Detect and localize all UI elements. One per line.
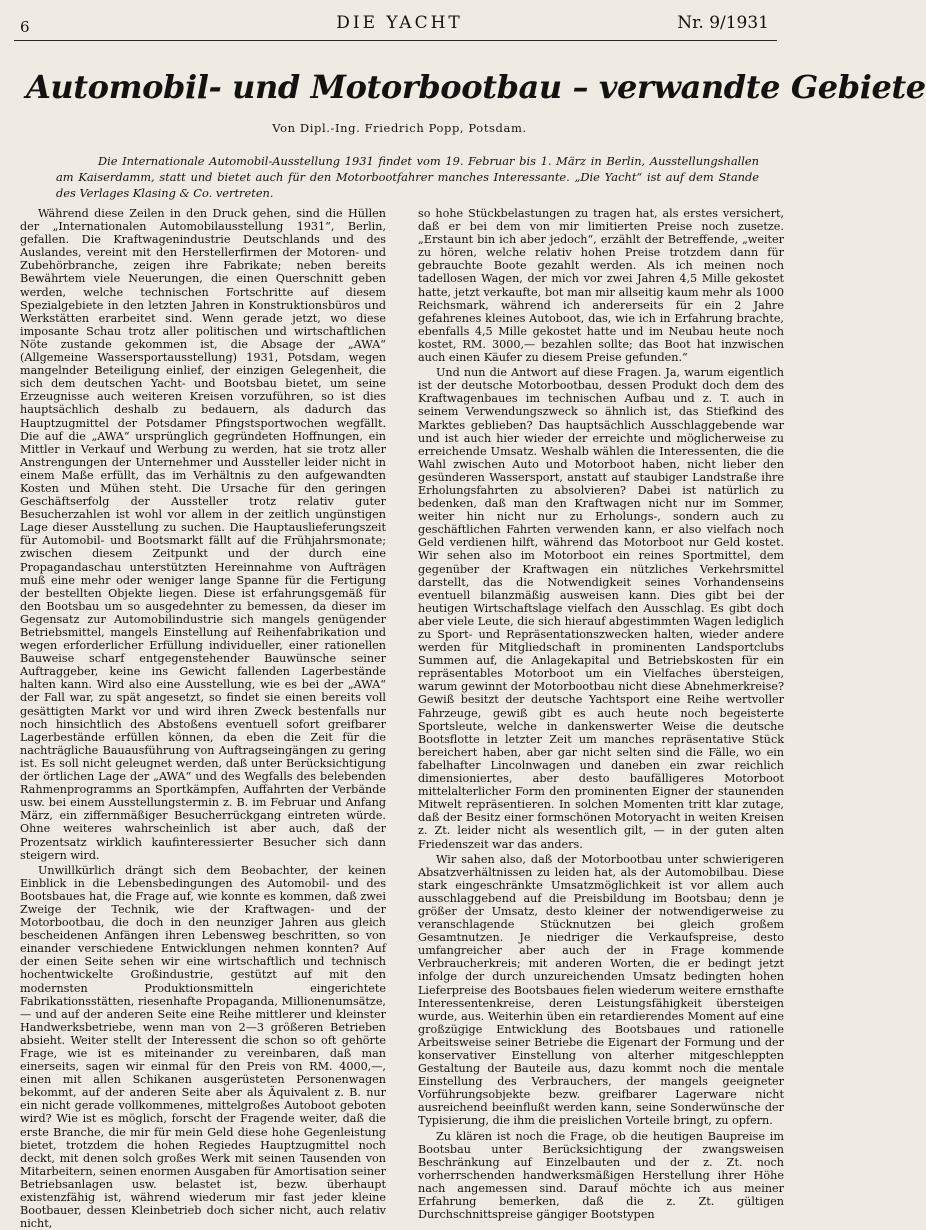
article-intro: Die Internationale Automobil-Ausstellung 1931 findet vom 19. Februar bis 1. März in Berlin, Ausstellungshallen am Kaiserdamm, statt und bietet auch für den Motorbootfahrer manches Interessante. „Die Yacht“ ist auf dem Stande des Verlages Klasing & Co. vertreten. [56,154,759,200]
paragraph: Wir sahen also, daß der Motorbootbau unter schwierigeren Absatzverhältnissen zu leiden hat, als der Automobilbau. Diese stark eingeschränkte Umsatzmöglichkeit ist vor allem auch ausschlaggebend auf die Preisbildung im Bootsbau; denn je größer der Umsatz, desto kleiner der notwendigerweise zu veranschlagende Stücknutzen bei gleich großem Gesamtnutzen. Je niedriger die Verkaufspreise, desto umfangreicher aber auch der in Frage kommende Verbraucherkreis; mit anderen Worten, die er bedingt jetzt infolge der durch unzureichenden Umsatz bedingten hohen Lieferpreise des Bootsbaues fielen wiederum weitere ernsthafte Interessentenkreise, deren Leistungsfähigkeit übersteigen wurde, aus. Weiterhin üben ein retardierendes Moment auf eine großzügige Entwicklung des Bootsbaues und rationelle Arbeitsweise seiner Betriebe die Eigenart der Formung und der konservativer Einstellung von alterher mitgeschleppten Gestaltung der Bauteile aus, dazu kommt noch die mentale Einstellung des Verbrauchers, der mangels geeigneter Vorführungsobjekte bezw. greifbarer Lagerware nicht ausreichend beeinflußt werden kann, seine Sonderwünsche der Typisierung, die ihm die preislichen Vorteile bringt, zu opfern. [418,852,784,1128]
paragraph: so hohe Stückbelastungen zu tragen hat, als erstes versichert, daß er bei dem von mir limitierten Preise noch zusetze. „Erstaunt bin ich aber jedoch“, erzählt der Betreffende, „weiter zu hören, welche relativ hohen Preise trotzdem dann für gebrauchte Boote gezahlt werden. Als ich meinen noch tadellosen Wagen, der mich vor zwei Jahren 4,5 Mille gekostet hatte, jetzt verkaufte, bot man mir allseitig kaum mehr als 1000 Reichsmark, während ich andererseits für ein 2 Jahre gefahrenes kleines Autoboot, das, wie ich in Erfahrung brachte, ebenfalls 4,5 Mille gekostet hatte und im Neubau heute noch kostet, RM. 3000,— bezahlen sollte; das Boot hat inzwischen auch einen Käufer zu diesem Preise gefunden.“ [418,207,784,365]
paragraph: Während diese Zeilen in den Druck gehen, sind die Hüllen der „Internationalen Automobilausstellung 1931“, Berlin, gefallen. Die Kraftwagenindustrie Deutschlands und des Auslandes, vereint mit den Herstellerfirmen der Motoren- und Zubehörbranche, zeigen ihre Fabrikate; neben bereits Bewährtem viele Neuerungen, die einen Querschnitt geben werden, welche technischen Fortschritte auf diesem Spezialgebiete in den letzten Jahren in Konstruktionsbüros und Werkstätten erarbeitet sind. Wenn gerade jetzt, wo diese imposante Schau trotz aller politischen und wirtschaftlichen Nöte zustande gekommen ist, die Absage der „AWA“ (Allgemeine Wassersportausstellung) 1931, Potsdam, wegen mangelnder Beteiligung einlief, der einzigen Gelegenheit, die sich dem deutschen Yacht- und Bootsbau bietet, um seine Erzeugnisse auch weiteren Kreisen vorzuführen, so ist dies hauptsächlich deshalb zu bedauern, als dadurch das Hauptzugmittel der Potsdamer Pfingstsportwochen wegfällt. Die auf die „AWA“ ursprünglich gegründeten Hoffnungen, ein Mittler in Verkauf und Werbung zu werden, hat sie trotz aller Anstrengungen der Unternehmer und Aussteller leider nicht in einem Maße erfüllt, das im Verhältnis zu den aufgewandten Kosten und Mühen steht. Die Ursache für den geringen Geschäftserfolg der Aussteller trotz relativ guter Besucherzahlen ist wohl vor allem in der zeitlich ungünstigen Lage dieser Ausstellung zu suchen. Die Hauptauslieferungszeit für Automobil- und Bootsmarkt fällt auf die Frühjahrsmonate; zwischen diesem Zeitpunkt und der durch eine Propagandaschau unterstützten Hereinnahme von Aufträgen muß eine mehr oder weniger lange Spanne für die Fertigung der bestellten Objekte liegen. Diese ist erfahrungsgemäß für den Bootsbau um so ausgedehnter zu bemessen, da dieser im Gegensatz zur Automobilindustrie sich mangels genügender Betriebsmittel, mangels Einstellung auf Reihenfabrikation und wegen erforderlicher Erfüllung individueller, einer rationellen Bauweise scharf entgegenstehender Bauwünsche seiner Auftraggeber, keine ins Gewicht fallenden Lagerbestände halten kann. Wird also eine Ausstellung, wie es bei der „AWA“ der Fall war, zu spät angesetzt, so findet sie einen bereits voll gesättigten Markt vor und wird ihren Zweck bestenfalls nur noch hinsichtlich des Abstoßens eventuell sofort greifbarer Lagerbestände erfüllen können, da eben die Zeit für die nachträgliche Bauausführung von Auftragseingängen zu gering ist. Es soll nicht geleugnet werden, daß unter Berücksichtigung der örtlichen Lage der „AWA“ und des Wegfalls des belebenden Rahmenprogramms an Sportkämpfen, Auffahrten der Verbände usw. bei einem Ausstellungstermin z. B. im Februar und Anfang März, ein ziffernmäßiger Besucherrückgang eintreten würde. Ohne weiteres wahrscheinlich ist aber auch, daß der Prozentsatz wirklich kaufinteressierter Besucher sich dann steigern wird. [20,207,386,862]
left-column [20,207,386,1230]
issue-number: Nr. 9/1931 [677,13,769,33]
running-title: DIE YACHT [336,13,463,33]
article-title: Automobil- und Motorbootbau – verwandte Gebiete [26,68,926,106]
paragraph: Zu klären ist noch die Frage, ob die heutigen Baupreise im Bootsbau unter Berücksichtigung der zwangsweisen Beschränkung auf Einzelbauten und der z. Zt. noch vorherrschenden handwerksmäßigen Herstellung ihrer Höhe nach angemessen sind. Darauf möchte ich aus meiner Erfahrung bemerken, daß die z. Zt. gültigen Durchschnittspreise gängiger Bootstypen [418,1129,784,1222]
right-column [418,207,784,1222]
header-rule [14,40,777,41]
article-byline: Von Dipl.-Ing. Friedrich Popp, Potsdam. [272,121,527,135]
page-number: 6 [20,18,30,36]
paragraph: Unwillkürlich drängt sich dem Beobachter, der keinen Einblick in die Lebensbedingungen des Automobil- und des Bootsbaues hat, die Frage auf, wie konnte es kommen, daß zwei Zweige der Technik, wie der Kraftwagen- und der Motorbootbau, die doch in den neunziger Jahren aus gleich bescheidenen Anfängen ihren Lebensweg beschritten, so von einander verschiedene Entwicklungen nehmen konnten? Auf der einen Seite sehen wir eine wirtschaftlich und technisch hochentwickelte Großindustrie, gestützt auf mit den modernsten Produktionsmitteln eingerichtete Fabrikationsstätten, riesenhafte Propaganda, Millionenumsätze, — und auf der anderen Seite eine Reihe mittlerer und kleinster Handwerksbetriebe, wenn man von 2—3 größeren Betrieben absieht. Weiter stellt der Interessent die schon so oft gehörte Frage, wie ist es miteinander zu vereinbaren, daß man einerseits, sagen wir einmal für den Preis von RM. 4000,—, einen mit allen Schikanen ausgerüsteten Personenwagen bekommt, auf der anderen Seite aber als Äquivalent z. B. nur ein nicht gerade vollkommenes, mittelgroßes Autoboot geboten wird? Wie ist es möglich, forscht der Fragende weiter, daß die erste Branche, die mir für mein Geld diese hohe Gegenleistung bietet, trotzdem die hohen Regiedes Hauptzugmittel noch deckt, mit denen solch großes Werk mit seinen Tausenden von Mitarbeitern, seinen enormen Ausgaben für Amortisation seiner Betriebsanlagen usw. belastet ist, bezw. überhaupt existenzfähig ist, während wiederum mir fast jeder kleine Bootbauer, dessen Kleinbetrieb doch sicher nicht, auch relativ nicht, [20,863,386,1230]
paragraph: Und nun die Antwort auf diese Fragen. Ja, warum eigentlich ist der deutsche Motorbootbau, dessen Produkt doch dem des Kraftwagenbaues im technischen Aufbau und z. T. auch in seinem Verwendungszweck so ähnlich ist, das Stiefkind des Marktes geblieben? Das hauptsächlich Ausschlaggebende war und ist auch hier wieder der erreichte und möglicherweise zu erreichende Umsatz. Weshalb wählen die Interessenten, die die Wahl zwischen Auto und Motorboot haben, nicht lieber den gesünderen Wassersport, anstatt auf staubiger Landstraße ihre Erholungsfahrten zu absolvieren? Dabei ist natürlich zu bedenken, daß man den Kraftwagen nicht nur im Sommer, weiter hin nicht nur zu Erholungs-, sondern auch zu geschäftlichen Fahrten verwenden kann, er also vielfach noch Geld verdienen hilft, während das Motorboot nur Geld kostet. Wir sehen also im Motorboot ein reines Sportmittel, dem gegenüber der Kraftwagen ein nützliches Verkehrsmittel darstellt, das die Notwendigkeit seines Vorhandenseins eventuell bilanzmäßig ausweisen kann. Dies gibt bei der heutigen Wirtschaftslage vielfach den Ausschlag. Es gibt doch aber viele Leute, die sich hierauf abgestimmten Wagen lediglich zu Sport- und Repräsentationszwecken halten, wieder andere werden für Mitgliedschaft in prominenten Landsportclubs Summen auf, die Anlagekapital und Betriebskosten für ein repräsentables Motorboot um ein Vielfaches übersteigen, warum gewinnt der Motorbootbau nicht diese Abnehmerkreise? Gewiß besitzt der deutsche Yachtsport eine Reihe wertvoller Fahrzeuge, gewiß gibt es auch heute noch begeisterte Sportsleute, welche in dankenswerter Weise die deutsche Bootsflotte in letzter Zeit um manches repräsentative Stück bereichert haben, aber gar nicht selten sind die Fälle, wo ein fabelhafter Lincolnwagen und daneben ein zwar reichlich dimensioniertes, aber desto baufälligeres Motorboot mittelalterlicher Form den prominenten Eigner der staunenden Mitwelt repräsentieren. In solchen Momenten tritt klar zutage, daß der Besitz einer formschönen Motoryacht in weiten Kreisen z. Zt. leider nicht als wesentlich gilt, — in der guten alten Friedenszeit war das anders. [418,366,784,851]
